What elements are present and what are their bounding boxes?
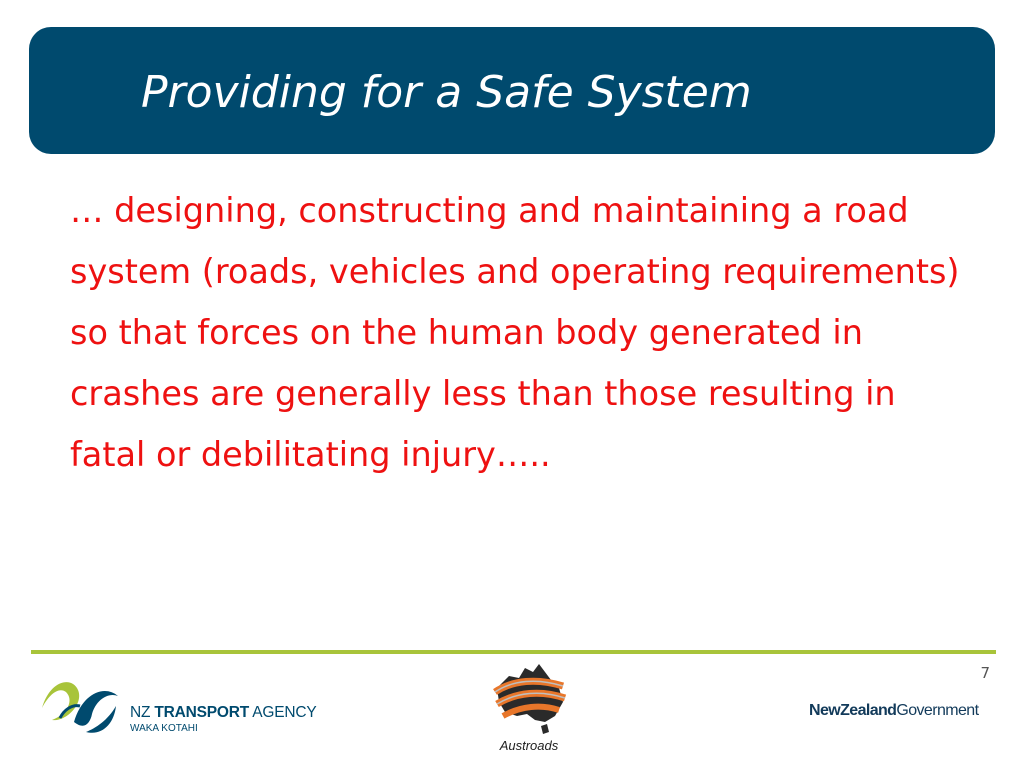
- nz-government-logo: NewZealandGovernment: [809, 702, 979, 719]
- nzta-name: NZ TRANSPORT AGENCY: [130, 704, 317, 721]
- austroads-name: Austroads: [499, 738, 559, 753]
- nzta-swoosh-icon: [38, 670, 122, 740]
- page-number: 7: [980, 664, 990, 682]
- austroads-map-icon: [489, 658, 569, 736]
- nzta-subtitle: WAKA KOTAHI: [130, 723, 198, 734]
- slide-body-text: … designing, constructing and maintaining a road system (roads, vehicles and operating requirements) so that forces on the human body generated in crashes are generally less than those resulting in fatal or debilitating injury…..: [70, 191, 960, 474]
- austroads-logo: [484, 658, 574, 758]
- slide-title: Providing for a Safe System: [141, 67, 752, 118]
- title-bar: [29, 27, 995, 154]
- footer-divider: [31, 650, 996, 654]
- nzta-logo: [38, 670, 338, 740]
